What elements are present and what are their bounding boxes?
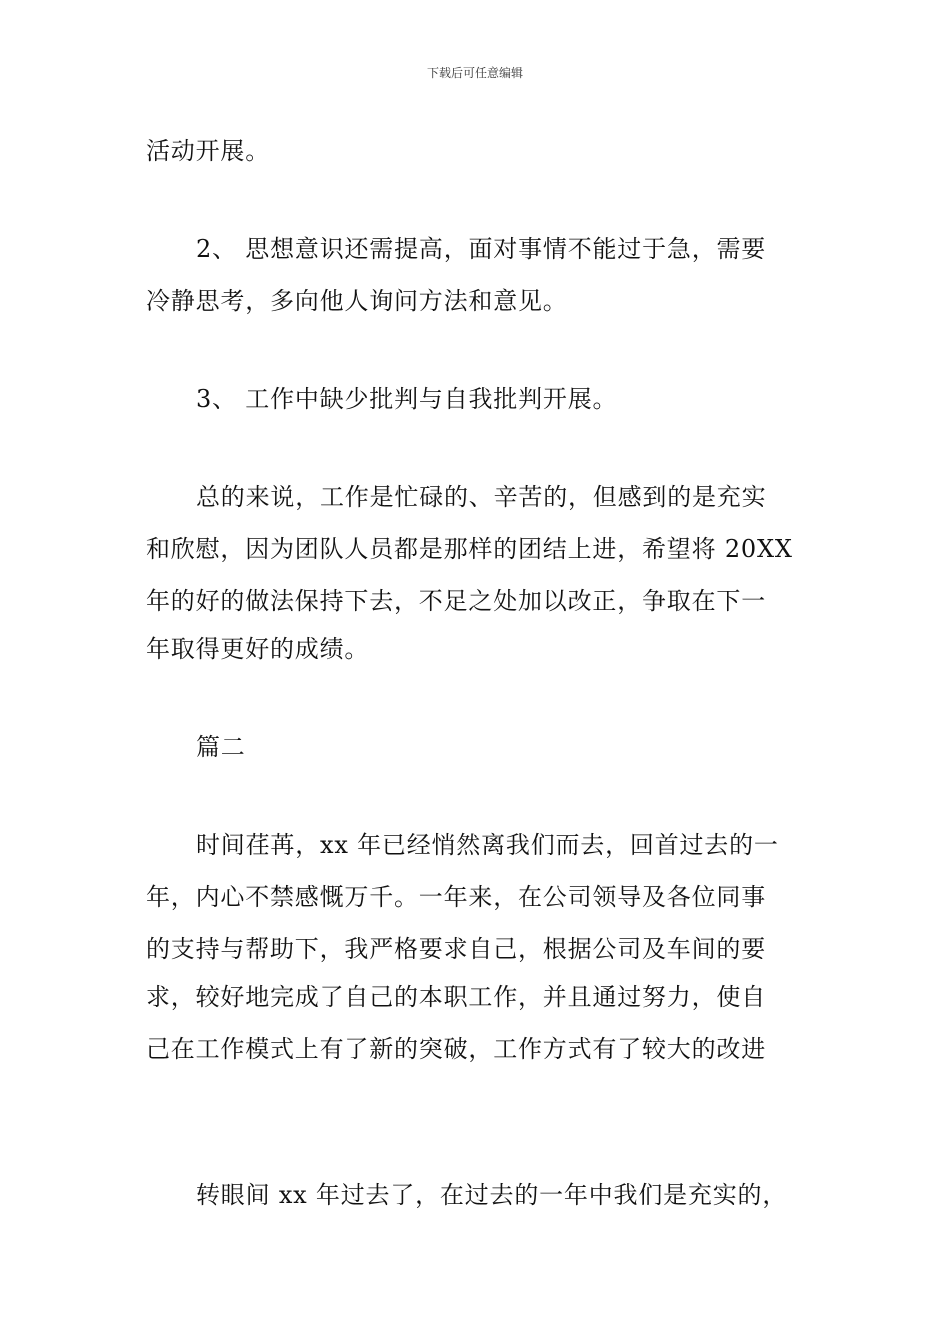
summary-paragraph-line: 年取得更好的成绩。	[146, 635, 370, 663]
section-paragraph-line: 的支持与帮助下，我严格要求自己，根据公司及车间的要	[146, 935, 766, 963]
text-line: 活动开展。	[146, 137, 270, 165]
list-item-3-line: 3、 工作中缺少批判与自我批判开展。	[196, 385, 618, 413]
summary-paragraph-line: 年的好的做法保持下去，不足之处加以改正，争取在下一	[146, 587, 766, 615]
list-item-2-line: 2、 思想意识还需提高，面对事情不能过于急，需要	[196, 235, 767, 263]
section-heading: 篇二	[196, 733, 246, 761]
closing-paragraph-line: 转眼间 xx 年过去了，在过去的一年中我们是充实的，	[196, 1181, 788, 1209]
page-header-note: 下载后可任意编辑	[426, 66, 523, 80]
section-paragraph-line: 求，较好地完成了自己的本职工作，并且通过努力，使自	[146, 983, 766, 1011]
section-paragraph-line: 时间荏苒，xx 年已经悄然离我们而去，回首过去的一	[196, 831, 779, 859]
section-paragraph-line: 己在工作模式上有了新的突破，工作方式有了较大的改进	[146, 1035, 766, 1063]
summary-paragraph-line: 总的来说，工作是忙碌的、辛苦的，但感到的是充实	[196, 483, 767, 511]
list-item-2-continuation: 冷静思考，多向他人询问方法和意见。	[146, 287, 568, 315]
section-paragraph-line: 年，内心不禁感慨万千。一年来，在公司领导及各位同事	[146, 883, 766, 911]
summary-paragraph-line: 和欣慰，因为团队人员都是那样的团结上进，希望将 20XX	[146, 535, 793, 563]
